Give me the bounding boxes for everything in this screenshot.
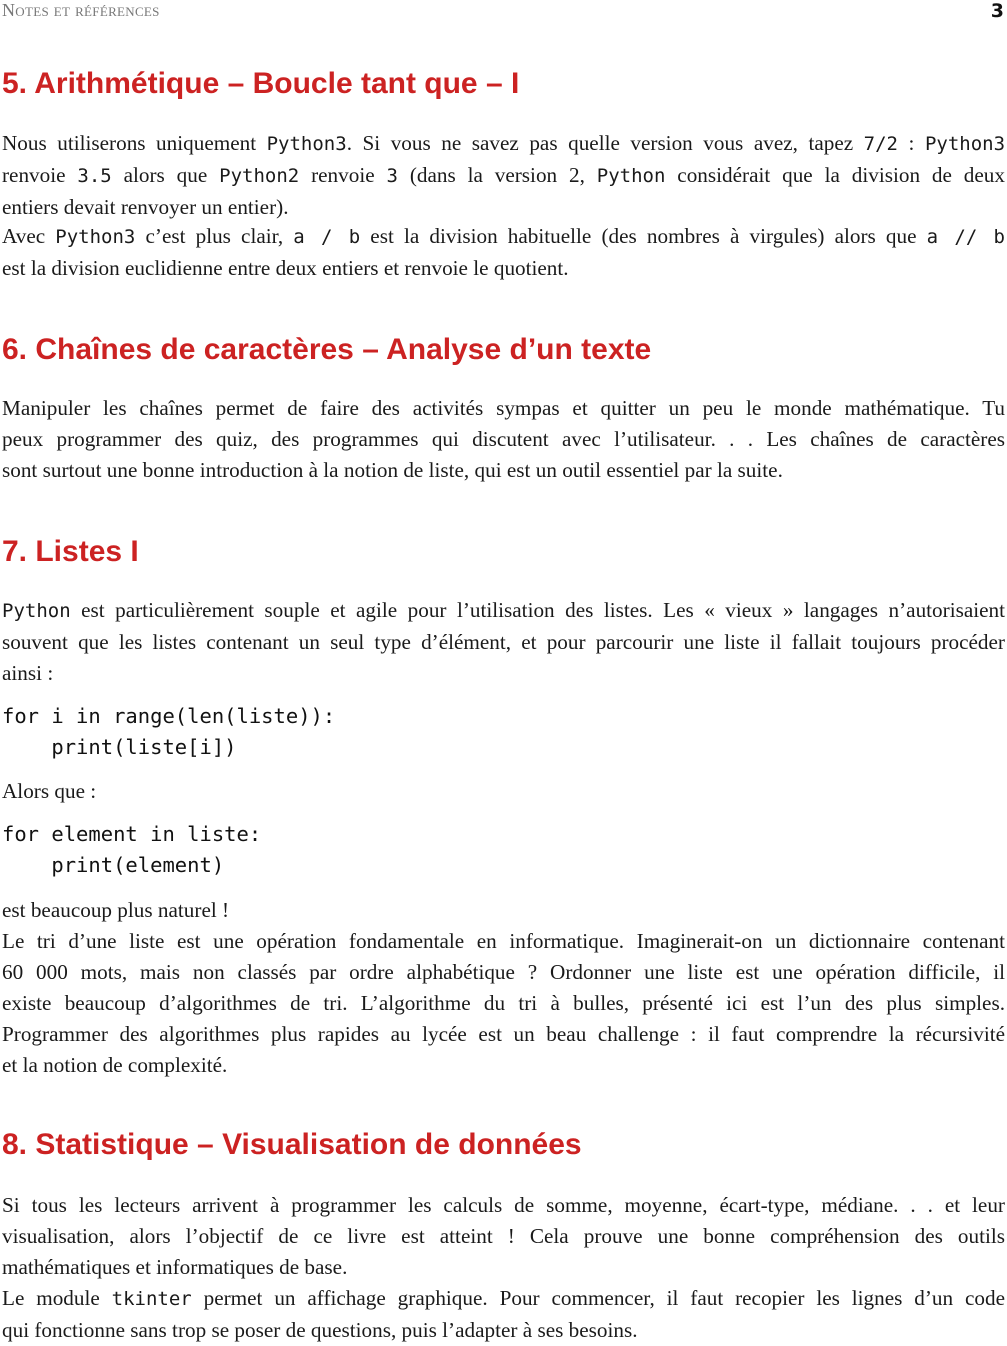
section-7-paragraph-2 bbox=[2, 895, 1005, 1081]
section-7-paragraph-1 bbox=[2, 595, 1005, 689]
code-block-index-loop: for i in range(len(liste)): print(liste[i]) bbox=[2, 704, 336, 759]
text-line: renvoie 3.5 alors que Python2 renvoie 3 (dans la version 2, Python considérait que la division de deux bbox=[2, 163, 1005, 187]
section-5-paragraph-1 bbox=[2, 128, 1005, 223]
text-line: sont surtout une bonne introduction à la notion de liste, qui est un outil essentiel par la suite. bbox=[2, 458, 783, 482]
text-line: qui fonctionne sans trop se poser de questions, puis l’adapter à ses besoins. bbox=[2, 1318, 638, 1342]
text-line: entiers devait renvoyer un entier). bbox=[2, 195, 289, 219]
text-line: visualisation, alors l’objectif de ce livre est atteint ! Cela prouve une bonne compréhension des outils bbox=[2, 1224, 1005, 1248]
running-header bbox=[2, 0, 1004, 24]
text-line: Nous utiliserons uniquement Python3. Si vous ne savez pas quelle version vous avez, tapez 7/2 : Python3 bbox=[2, 131, 1006, 155]
text-line: mathématiques et informatiques de base. bbox=[2, 1255, 348, 1279]
text-line: est beaucoup plus naturel ! bbox=[2, 898, 230, 922]
text-line: Si tous les lecteurs arrivent à programmer les calculs de somme, moyenne, écart-type, médiane. . . et leur bbox=[2, 1193, 1005, 1217]
text-line: 60 000 mots, mais non classés par ordre alphabétique ? Ordonner une liste est une opération difficile, il bbox=[2, 960, 1005, 984]
text-line: Python est particulièrement souple et agile pour l’utilisation des listes. Les « vieux » langages n’autorisaient bbox=[2, 598, 1005, 622]
section-6-heading: 6. Chaînes de caractères – Analyse d’un texte bbox=[2, 333, 652, 366]
text-line: est la division euclidienne entre deux entiers et renvoie le quotient. bbox=[2, 256, 569, 280]
text-line: ainsi : bbox=[2, 661, 54, 685]
running-title: Notes et références bbox=[2, 0, 160, 20]
section-7-heading: 7. Listes I bbox=[2, 535, 139, 568]
section-7-transition bbox=[2, 776, 1005, 807]
section-8-paragraph-1 bbox=[2, 1190, 1005, 1346]
text-line: existe beaucoup d’algorithmes de tri. L’algorithme du tri à bulles, présenté ici est l’un des plus simples. bbox=[2, 991, 1005, 1015]
section-6-paragraph-1 bbox=[2, 393, 1005, 486]
text-line: Manipuler les chaînes permet de faire des activités sympas et quitter un peu le monde mathématique. Tu bbox=[2, 396, 1005, 420]
text-line: Programmer des algorithmes plus rapides au lycée est un beau challenge : il faut comprendre la récursivité bbox=[2, 1022, 1005, 1046]
text-line: Avec Python3 c’est plus clair, a / b est la division habituelle (des nombres à virgules) alors que a // b bbox=[2, 224, 1005, 248]
section-5-paragraph-2 bbox=[2, 221, 1005, 284]
text-line: souvent que les listes contenant un seul type d’élément, et pour parcourir une liste il fallait toujours procéder bbox=[2, 630, 1005, 654]
text-line: et la notion de complexité. bbox=[2, 1053, 228, 1077]
text-line: Le module tkinter permet un affichage graphique. Pour commencer, il faut recopier les lignes d’un code bbox=[2, 1286, 1005, 1310]
text-line: peux programmer des quiz, des programmes qui discutent avec l’utilisateur. . . Les chaînes de caractères bbox=[2, 427, 1005, 451]
section-5-heading: 5. Arithmétique – Boucle tant que – I bbox=[2, 67, 520, 100]
code-block-element-loop: for element in liste: print(element) bbox=[2, 822, 262, 877]
section-8-heading: 8. Statistique – Visualisation de données bbox=[2, 1128, 582, 1161]
text-line: Le tri d’une liste est une opération fondamentale en informatique. Imaginerait-on un dictionnaire contenant bbox=[2, 929, 1005, 953]
page-number: 3 bbox=[990, 0, 1004, 22]
text-line: Alors que : bbox=[2, 779, 97, 803]
